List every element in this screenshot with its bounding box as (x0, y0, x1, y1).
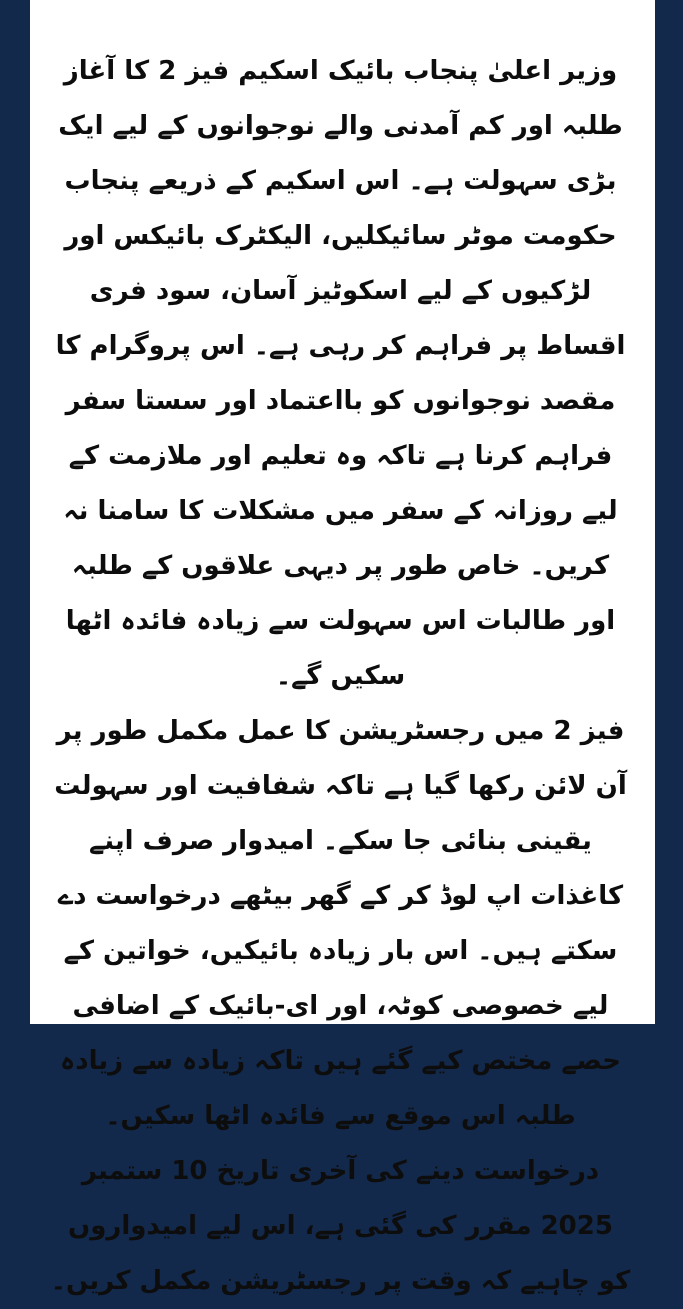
paragraph-2: فیز 2 میں رجسٹریشن کا عمل مکمل طور پر آن لائن رکھا گیا ہے تاکہ شفافیت اور سہولت یقینی بنائی جا سکے۔ امیدوار صرف اپنے کاغذات اپ لوڈ کر کے گھر بیٹھے درخواست دے سکتے ہیں۔ اس بار زیادہ بائیکیں، خواتین کے لیے خصوصی کوٹہ، اور ای-بائیک کے اضافی حصے مختص کیے گئے ہیں تاکہ زیادہ سے زیادہ طلبہ اس موقع سے فائدہ اٹھا سکیں۔ درخواست دینے کی آخری تاریخ 10 ستمبر 2025 مقرر کی گئی ہے، اس لیے امیدواروں کو چاہیے کہ وقت پر رجسٹریشن مکمل کریں۔ (50, 716, 631, 1296)
left-border (0, 0, 30, 1024)
paragraph-1: وزیر اعلیٰ پنجاب بائیک اسکیم فیز 2 کا آغاز طلبہ اور کم آمدنی والے نوجوانوں کے لیے ایک بڑی سہولت ہے۔ اس اسکیم کے ذریعے پنجاب حکومت موٹر سائیکلیں، الیکٹرک بائیکس اور لڑکیوں کے لیے اسکوٹیز آسان، سود فری اقساط پر فراہم کر رہی ہے۔ اس پروگرام کا مقصد نوجوانوں کو بااعتماد اور سستا سفر فراہم کرنا ہے تاکہ وہ تعلیم اور ملازمت کے لیے روزانہ کے سفر میں مشکلات کا سامنا نہ کریں۔ خاص طور پر دیہی علاقوں کے طلبہ اور طالبات اس سہولت سے زیادہ فائدہ اٹھا سکیں گے۔ (55, 56, 626, 691)
article-text (48, 44, 633, 1309)
right-border (655, 0, 683, 1024)
